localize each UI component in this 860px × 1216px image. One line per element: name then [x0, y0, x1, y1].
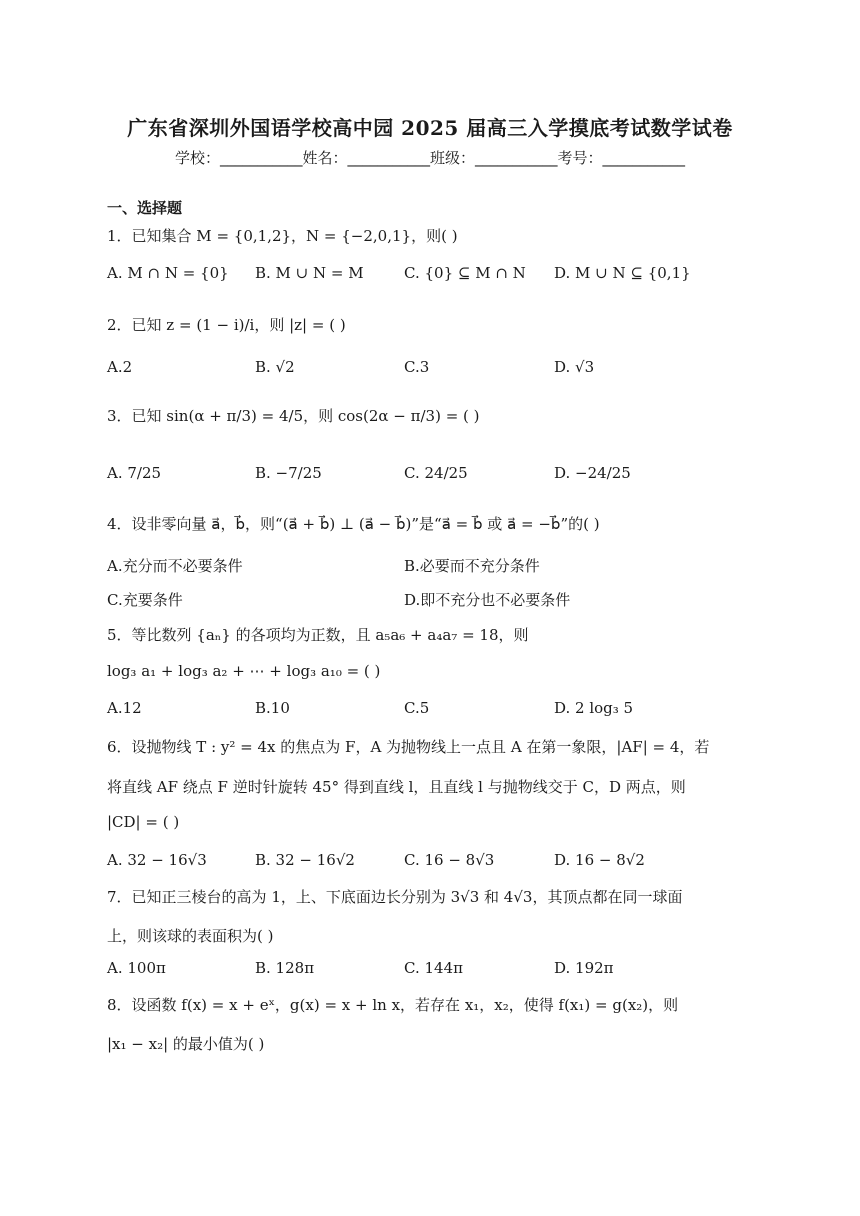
question-7-option-a: A. 100π	[107, 959, 166, 977]
question-3-option-a: A. 7/25	[107, 464, 162, 482]
question-2-option-a: A.2	[107, 358, 133, 376]
question-5-option-a: A.12	[107, 699, 142, 717]
question-5-stem-line-2: log₃ a₁ + log₃ a₂ + ⋯ + log₃ a₁₀ = ( )	[107, 662, 381, 680]
section-heading: 一、选择题	[107, 199, 183, 217]
question-5-option-d: D. 2 log₃ 5	[554, 699, 634, 717]
question-3-stem: 3．已知 sin(α + π/3) = 4/5，则 cos(2α − π/3) = ( )	[107, 407, 480, 425]
student-info-line: 学校：___________姓名：___________班级：___________考号：___________	[174, 149, 685, 167]
question-2-stem: 2．已知 z = (1 − i)/i，则 |z| = ( )	[107, 316, 346, 334]
question-6-option-c: C. 16 − 8√3	[404, 851, 495, 869]
question-1-option-a: A. M ∩ N = {0}	[107, 264, 229, 282]
page-title: 广东省深圳外国语学校高中园 2025 届高三入学摸底考试数学试卷	[127, 116, 733, 140]
question-6-option-d: D. 16 − 8√2	[554, 851, 645, 869]
question-1-option-c: C. {0} ⊆ M ∩ N	[404, 264, 526, 282]
question-7-stem-line-1: 7．已知正三棱台的高为 1，上、下底面边长分别为 3√3 和 4√3，其顶点都在同一球面	[107, 888, 683, 906]
question-4-option-c: C.充要条件	[107, 591, 183, 609]
question-2-option-d: D. √3	[554, 358, 595, 376]
question-4-option-b: B.必要而不充分条件	[404, 557, 540, 575]
question-3-option-d: D. −24/25	[554, 464, 631, 482]
question-7-option-c: C. 144π	[404, 959, 463, 977]
question-6-option-b: B. 32 − 16√2	[255, 851, 355, 869]
question-2-option-c: C.3	[404, 358, 430, 376]
question-7-option-b: B. 128π	[255, 959, 315, 977]
question-6-stem-line-1: 6．设抛物线 T : y² = 4x 的焦点为 F，A 为抛物线上一点且 A 在第一象限，|AF| = 4，若	[107, 738, 710, 756]
question-1-option-b: B. M ∪ N = M	[255, 264, 364, 282]
question-3-option-b: B. −7/25	[255, 464, 322, 482]
question-6-stem-line-2: 将直线 AF 绕点 F 逆时针旋转 45° 得到直线 l，且直线 l 与抛物线交于 C，D 两点，则	[107, 778, 686, 796]
question-8-stem-line-1: 8．设函数 f(x) = x + eˣ，g(x) = x + ln x，若存在 x₁，x₂，使得 f(x₁) = g(x₂)，则	[107, 996, 679, 1014]
question-8-stem-line-2: |x₁ − x₂| 的最小值为( )	[107, 1035, 265, 1053]
question-6-option-a: A. 32 − 16√3	[107, 851, 207, 869]
question-4-stem: 4．设非零向量 a⃗，b⃗，则“(a⃗ + b⃗) ⊥ (a⃗ − b⃗)”是“a⃗ = b⃗ 或 a⃗ = −b⃗”的( )	[107, 515, 600, 533]
question-4-option-a: A.充分而不必要条件	[107, 557, 243, 575]
question-1-option-d: D. M ∪ N ⊆ {0,1}	[554, 264, 691, 282]
question-4-option-d: D.即不充分也不必要条件	[404, 591, 571, 609]
question-6-stem-line-3: |CD| = ( )	[107, 813, 180, 831]
question-1-stem: 1．已知集合 M = {0,1,2}，N = {−2,0,1}，则( )	[107, 227, 458, 245]
question-7-option-d: D. 192π	[554, 959, 614, 977]
question-5-option-b: B.10	[255, 699, 290, 717]
question-7-stem-line-2: 上，则该球的表面积为( )	[107, 927, 274, 945]
question-5-option-c: C.5	[404, 699, 430, 717]
question-2-option-b: B. √2	[255, 358, 295, 376]
question-5-stem-line-1: 5．等比数列 {aₙ} 的各项均为正数，且 a₅a₆ + a₄a₇ = 18，则	[107, 626, 529, 644]
question-3-option-c: C. 24/25	[404, 464, 468, 482]
